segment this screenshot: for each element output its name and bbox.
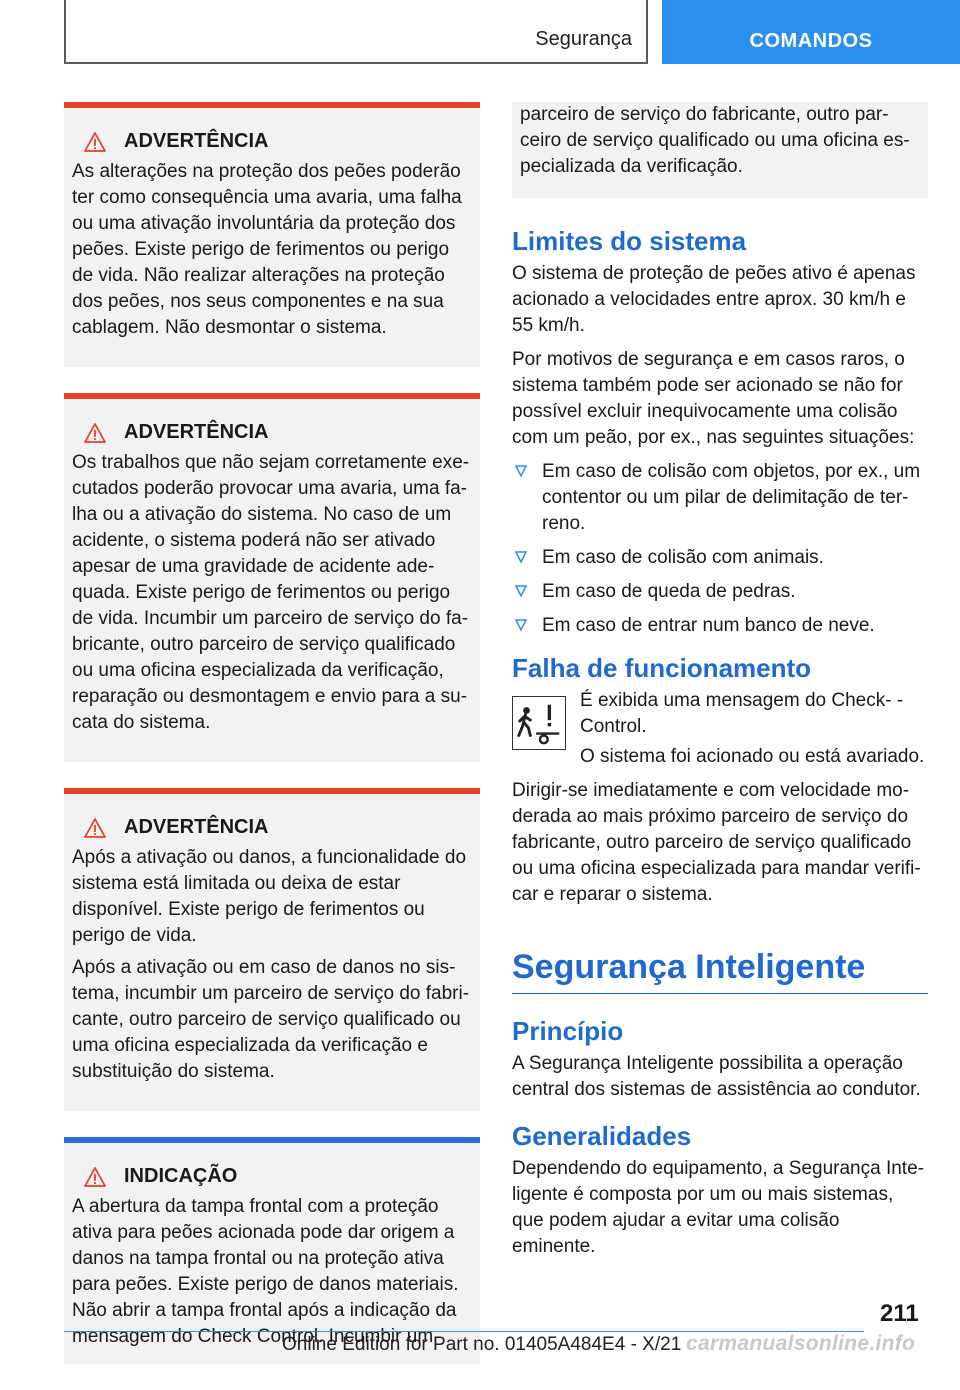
check-control-text: É exibida uma mensagem do Check- -Control. xyxy=(580,690,904,737)
limits-paragraph: O sistema de proteção de peões ativo é apenas acionado a velocidades entre aprox. 30 km/h e 55 km/h. xyxy=(512,263,916,336)
footer-watermark: carmanualsonline.info xyxy=(686,1332,916,1355)
check-control-message xyxy=(512,688,928,774)
malfunction-paragraph: Dirigir-se imediatamente e com velocidade moderada ao mais próximo parceiro de serviço do fabricante, outro parceiro de serviço qualificado ou uma oficina especializada para mandar verificar e reparar o sistema. xyxy=(512,780,921,905)
limits-paragraph: Por motivos de segurança e em casos raros, o sistema também pode ser acionado se não for possível excluir inequivocamente uma colisão com um peão, por ex., nas seguintes situações: xyxy=(512,349,915,448)
header-section-label: Segurança xyxy=(535,28,632,50)
warning-title: ADVERTÊNCIA xyxy=(84,421,472,444)
page-number: 211 xyxy=(880,1300,919,1327)
warning-text: As alterações na proteção dos peões poderão ter como consequência uma avaria, uma falha ou uma ativação involuntária da proteção dos peões. Existe perigo de ferimentos ou perigo de vida. Não realizar alterações na proteção dos peões, nos seus componentes e na sua cablagem. Não desmontar o sistema. xyxy=(72,161,462,338)
principle-paragraph: A Segurança Inteligente possibilita a operação central dos sistemas de assistência ao condutor. xyxy=(512,1053,921,1100)
footer-edition: Online Edition for Part no. 01405A484E4 - X/21 xyxy=(282,1334,682,1355)
pedestrian-protection-warning-icon xyxy=(512,696,566,750)
list-item: Em caso de colisão com animais. xyxy=(512,545,928,571)
warning-box-2 xyxy=(64,393,480,762)
notice-text: A abertura da tampa frontal com a proteção ativa para peões acionada pode dar origem a danos na tampa frontal ou na proteção ativa para peões. Existe perigo de danos materiais. Não abrir a tampa frontal após a indicação da mensagem do Check Control. Incumbir um xyxy=(72,1196,459,1347)
warning-text: Após a ativação ou em caso de danos no sistema, incumbir um parceiro de serviço do fabricante, outro parceiro de serviço qualificado ou uma oficina especializada da verificação e substituição do sistema. xyxy=(72,957,470,1082)
intelligent-safety-title: Segurança Inteligente xyxy=(512,948,928,994)
header-section-tab xyxy=(64,0,648,64)
warning-text: Os trabalhos que não sejam corretamente executados poderão provocar uma avaria, uma falha ou a ativação do sistema. No caso de um acidente, o sistema poderá não ser ativado apesar de uma gravidade de acidente adequada. Existe perigo de ferimentos ou perigo de vida. Incumbir um parceiro de serviço do fabricante, outro parceiro de serviço qualificado ou uma oficina especializada da verificação, reparação ou desmontagem e envio para a sucata do sistema. xyxy=(72,452,470,733)
warning-triangle-icon xyxy=(84,423,106,443)
limits-heading: Limites do sistema xyxy=(512,226,747,256)
notice-box xyxy=(64,1137,480,1364)
header-chapter-tab xyxy=(662,0,960,64)
warning-title: ADVERTÊNCIA xyxy=(84,816,472,839)
warning-box-1 xyxy=(64,102,480,367)
warning-triangle-icon xyxy=(84,132,106,152)
warning-box-3 xyxy=(64,788,480,1111)
bullet-triangle-icon xyxy=(514,617,528,633)
list-item: Em caso de entrar num banco de neve. xyxy=(512,613,928,639)
limits-list xyxy=(512,459,928,639)
bullet-triangle-icon xyxy=(514,549,528,565)
header-chapter-label: COMANDOS xyxy=(749,30,873,52)
warning-text: Após a ativação ou danos, a funcionalidade do sistema está limitada ou deixa de estar disponível. Existe perigo de ferimentos ou perigo de vida. xyxy=(72,847,467,946)
bullet-triangle-icon xyxy=(514,583,528,599)
left-column xyxy=(64,102,480,1390)
bullet-triangle-icon xyxy=(514,463,528,479)
notice-box-continuation: parceiro de serviço do fabricante, outro parceiro de serviço qualificado ou uma oficina especializada da verificação. xyxy=(512,102,928,198)
general-heading: Generalidades xyxy=(512,1121,692,1151)
warning-title: ADVERTÊNCIA xyxy=(84,130,472,153)
principle-heading: Princípio xyxy=(512,1016,624,1046)
general-paragraph: Dependendo do equipamento, a Segurança Inteligente é composta por um ou mais sistemas, que podem ajudar a evitar uma colisão eminente. xyxy=(512,1158,924,1257)
notice-title: INDICAÇÃO xyxy=(84,1165,472,1188)
notice-triangle-icon xyxy=(84,1167,106,1187)
warning-triangle-icon xyxy=(84,818,106,838)
list-item: Em caso de colisão com objetos, por ex., um contentor ou um pilar de delimitação de terreno. xyxy=(512,459,928,537)
list-item: Em caso de queda de pedras. xyxy=(512,579,928,605)
right-column xyxy=(512,102,928,1268)
check-control-text: O sistema foi acionado ou está avariado. xyxy=(580,746,925,767)
malfunction-heading: Falha de funcionamento xyxy=(512,653,812,683)
